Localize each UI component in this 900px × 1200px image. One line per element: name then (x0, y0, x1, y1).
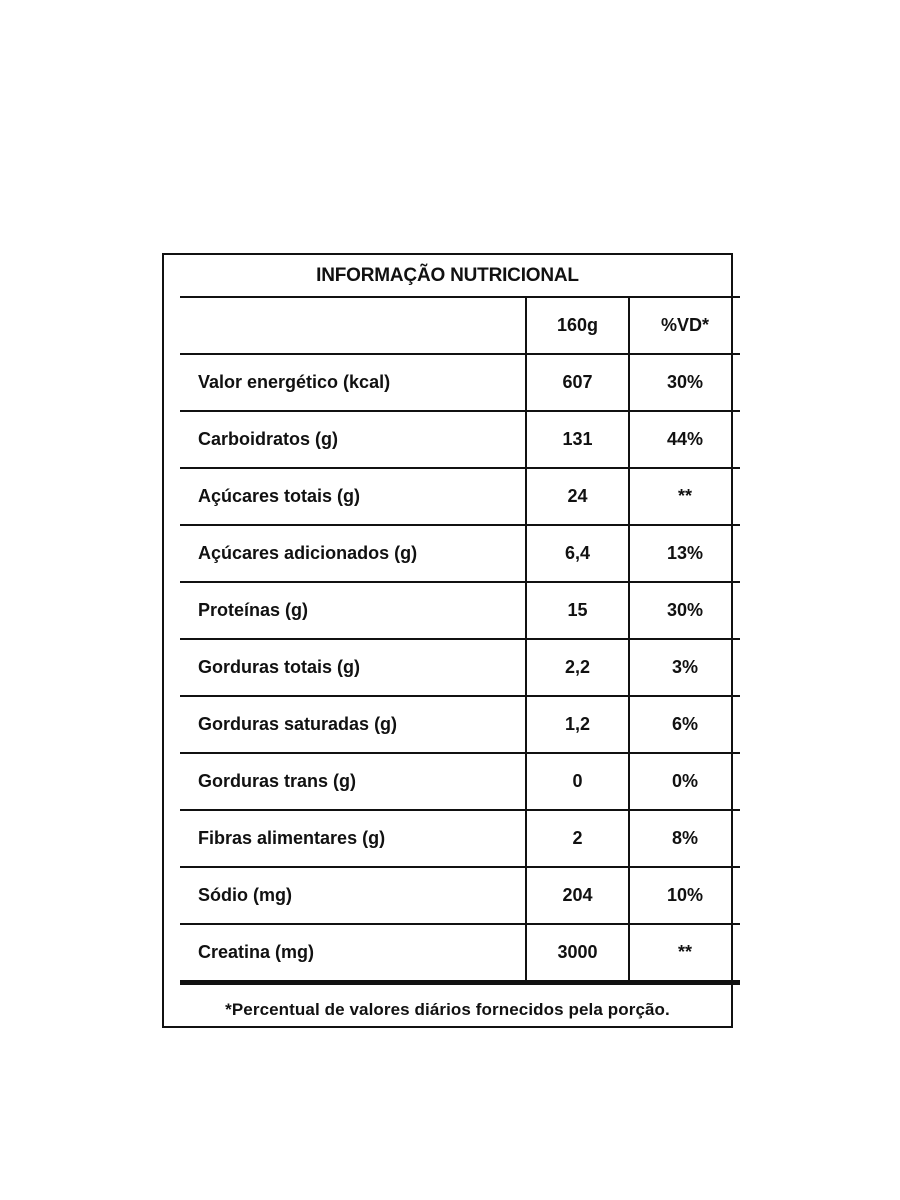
nutrient-daily-value: ** (629, 924, 740, 983)
table-row (180, 582, 740, 639)
nutrient-daily-value: 30% (629, 354, 740, 411)
header-name-cell (180, 297, 526, 354)
nutrient-name: Carboidratos (g) (180, 411, 526, 468)
header-portion-cell: 160g (526, 297, 629, 354)
table-row (180, 354, 740, 411)
nutrient-name: Creatina (mg) (180, 924, 526, 983)
nutrient-quantity: 607 (526, 354, 629, 411)
nutrient-name: Gorduras trans (g) (180, 753, 526, 810)
table-header-row (180, 297, 740, 354)
nutrient-quantity: 204 (526, 867, 629, 924)
table-row (180, 468, 740, 525)
table-row (180, 696, 740, 753)
nutrient-daily-value: ** (629, 468, 740, 525)
table-row (180, 924, 740, 983)
table-row (180, 753, 740, 810)
nutrient-daily-value: 10% (629, 867, 740, 924)
nutrient-daily-value: 6% (629, 696, 740, 753)
nutrient-name: Açúcares totais (g) (180, 468, 526, 525)
nutrient-quantity: 6,4 (526, 525, 629, 582)
nutrient-quantity: 131 (526, 411, 629, 468)
nutrient-name: Açúcares adicionados (g) (180, 525, 526, 582)
footnote: *Percentual de valores diários fornecidos pela porção. (225, 1000, 670, 1019)
nutrient-quantity: 1,2 (526, 696, 629, 753)
nutrient-daily-value: 44% (629, 411, 740, 468)
nutrient-daily-value: 8% (629, 810, 740, 867)
nutrient-quantity: 0 (526, 753, 629, 810)
table-row (180, 639, 740, 696)
nutrient-daily-value: 30% (629, 582, 740, 639)
nutrient-name: Proteínas (g) (180, 582, 526, 639)
nutrient-quantity: 15 (526, 582, 629, 639)
nutrient-name: Valor energético (kcal) (180, 354, 526, 411)
nutrient-quantity: 2,2 (526, 639, 629, 696)
header-vd-cell: %VD* (629, 297, 740, 354)
nutrient-quantity: 24 (526, 468, 629, 525)
nutrient-name: Gorduras totais (g) (180, 639, 526, 696)
nutrient-quantity: 3000 (526, 924, 629, 983)
nutrition-table (180, 296, 740, 985)
nutrient-daily-value: 0% (629, 753, 740, 810)
nutrition-facts-label (162, 253, 733, 1028)
table-row (180, 810, 740, 867)
nutrient-name: Sódio (mg) (180, 867, 526, 924)
nutrient-name: Fibras alimentares (g) (180, 810, 526, 867)
table-row (180, 525, 740, 582)
table-row (180, 867, 740, 924)
label-title: INFORMAÇÃO NUTRICIONAL (316, 265, 579, 286)
nutrient-quantity: 2 (526, 810, 629, 867)
nutrient-daily-value: 3% (629, 639, 740, 696)
nutrient-daily-value: 13% (629, 525, 740, 582)
nutrient-name: Gorduras saturadas (g) (180, 696, 526, 753)
table-row (180, 411, 740, 468)
